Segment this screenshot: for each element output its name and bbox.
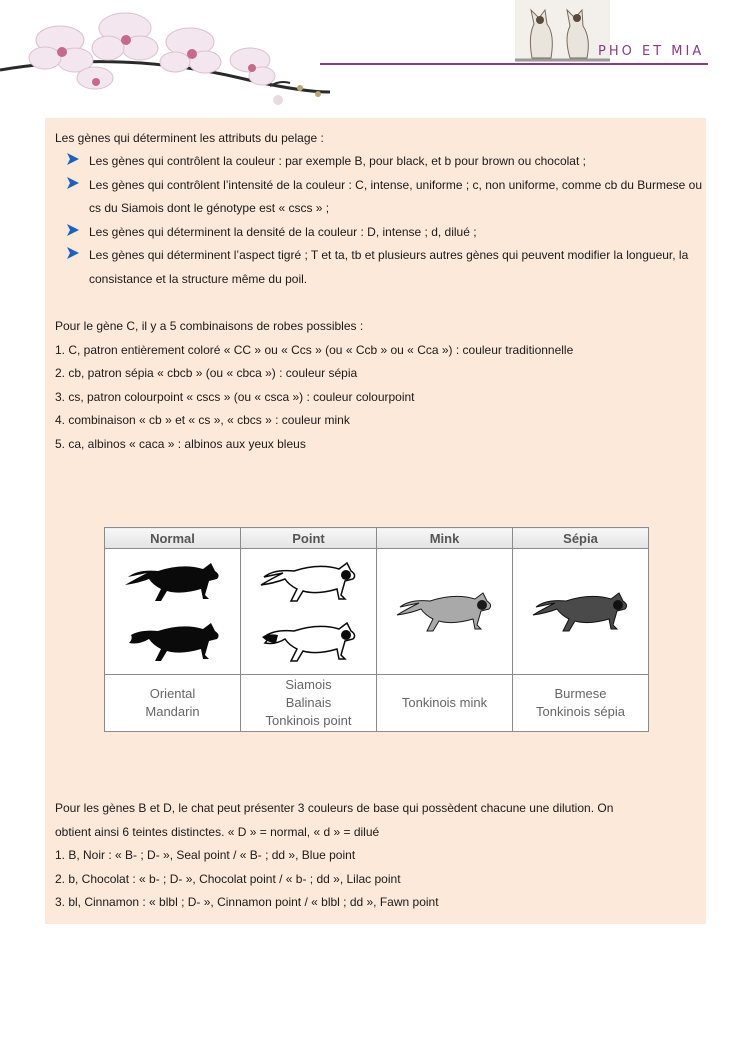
bullet-item (62, 174, 702, 221)
bullet-item (62, 221, 702, 245)
header-sepia: Sépia (513, 528, 649, 549)
text-line: obtient ainsi 6 teintes distinctes. « D » = normal, « d » = dilué (55, 824, 380, 839)
text-line: 3. cs, patron colourpoint « cscs » (ou « csca ») : couleur colourpoint (55, 389, 415, 404)
mink-cat-image (377, 549, 513, 675)
bullet-text: Les gènes qui contrôlent l’intensité de la couleur : C, intense, uniforme ; c, non uniforme, comme cb du Burmese ou cs du Siamois dont le génotype est « cscs » ; (89, 177, 702, 215)
arrow-bullet-icon (67, 153, 79, 165)
breed-point: Siamois Balinais Tonkinois point (241, 675, 377, 732)
text-line: 4. combinaison « cb » et « cs », « cbcs » : couleur mink (55, 413, 350, 427)
breed-sepia: Burmese Tonkinois sépia (513, 675, 649, 732)
bullet-text: Les gènes qui déterminent la densité de la couleur : D, intense ; d, dilué ; (89, 224, 477, 239)
arrow-bullet-icon (67, 247, 79, 259)
text-line: 5. ca, albinos « caca » : albinos aux yeux bleus (55, 436, 306, 451)
page-header (0, 0, 751, 115)
text-line: Pour les gènes B et D, le chat peut présenter 3 couleurs de base qui possèdent chacune une dilution. On (55, 801, 614, 815)
normal-cats-image (105, 549, 241, 675)
arrow-bullet-icon (67, 177, 79, 189)
text-line: 1. B, Noir : « B- ; D- », Seal point / « B- ; dd », Blue point (55, 848, 356, 862)
bullet-text: Les gènes qui déterminent l’aspect tigré ; T et ta, tb et plusieurs autres gènes qui peuvent modifier la longueur, la consistance et la structure même du poil. (89, 248, 689, 286)
bullet-item (62, 150, 702, 174)
header-normal: Normal (105, 528, 241, 549)
breed-mink: Tonkinois mink (377, 675, 513, 732)
orchid-branch-image (0, 13, 330, 105)
bullet-item (62, 244, 702, 291)
header-mink: Mink (377, 528, 513, 549)
header-point: Point (241, 528, 377, 549)
text-line: 1. C, patron entièrement coloré « CC » ou « Ccs » (ou « Ccb » ou « Cca ») : couleur traditionnelle (55, 342, 574, 357)
bullet-text: Les gènes qui contrôlent la couleur : par exemple B, pour black, et b pour brown ou chocolat ; (89, 154, 586, 168)
text-line: Pour le gène C, il y a 5 combinaisons de robes possibles : (55, 319, 364, 333)
coat-pattern-table (104, 527, 649, 732)
gene-c-combinations (55, 315, 573, 456)
text-line: 2. cb, patron sépia « cbcb » (ou « cbca ») : couleur sépia (55, 366, 358, 380)
genes-intro: Les gènes qui déterminent les attributs du pelage : (55, 131, 324, 145)
text-line: 3. bl, Cinnamon : « blbl ; D- », Cinnamon point / « blbl ; dd », Fawn point (55, 895, 439, 909)
arrow-bullet-icon (67, 224, 79, 236)
text-line: 2. b, Chocolat : « b- ; D- », Chocolat point / « b- ; dd », Lilac point (55, 871, 401, 886)
point-cats-image (241, 549, 377, 675)
genes-b-d-section (55, 797, 705, 915)
brand-title: PHO ET MIA (598, 44, 705, 59)
breed-normal: Oriental Mandarin (105, 675, 241, 732)
genes-bullet-list (62, 150, 702, 291)
sepia-cat-image (513, 549, 649, 675)
siamese-cats-image (515, 0, 610, 62)
